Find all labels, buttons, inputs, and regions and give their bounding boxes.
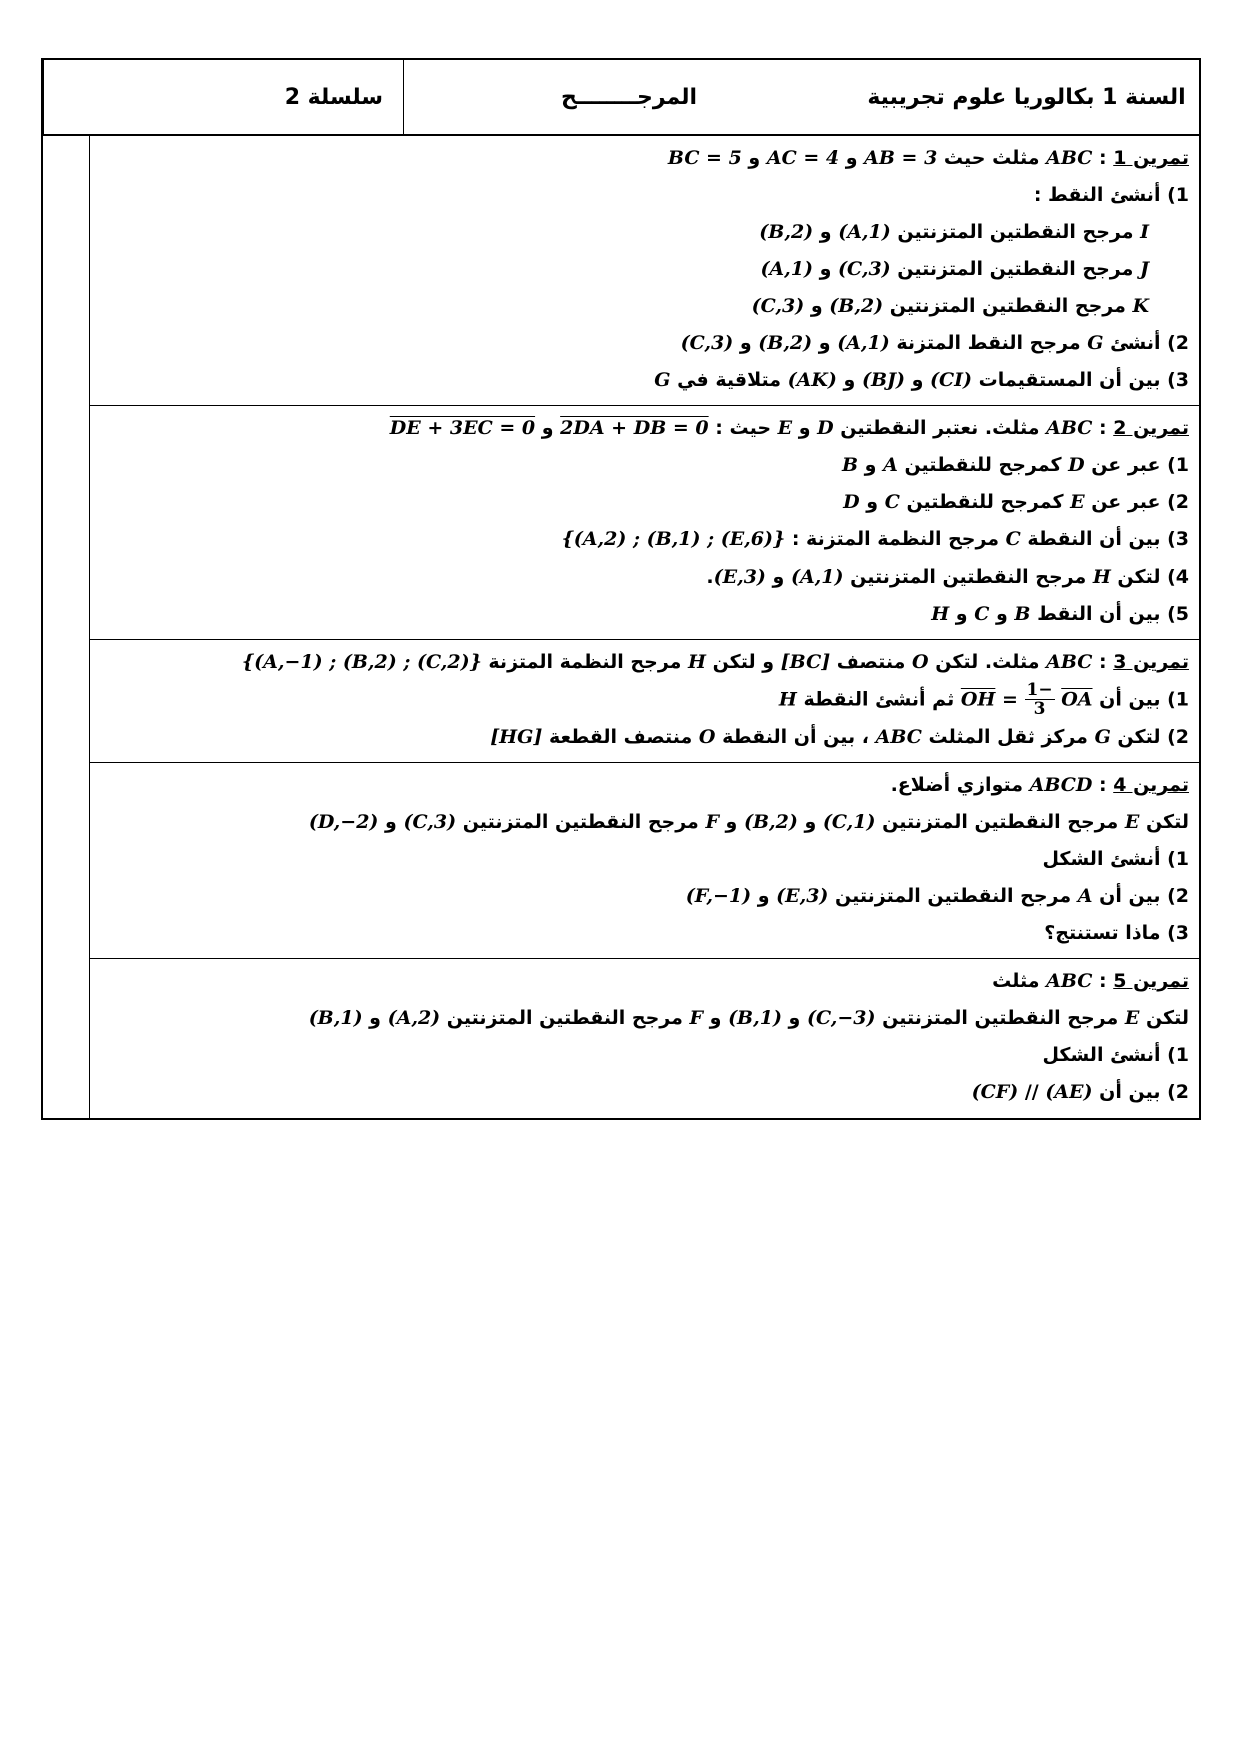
exercises-table [41,136,1201,1120]
exercise-3-line-2: 2) لتكن G مركز ثقل المثلث ABC ، بين أن النقطة O منتصف القطعة [HG] [490,726,1189,749]
exercise-1-title: تمرين 1 [1113,147,1189,169]
math-expression: $\overline{OH}$ [960,688,996,711]
math-expression: O [912,650,929,673]
math-expression: (C,3) [403,811,457,834]
math-expression: (B,2) [743,811,798,834]
math-expression: (A,1) [760,258,813,281]
exercise-1-line-3: J مرجح النقطتين المتزنتين (C,3) و (A,1) [760,258,1149,281]
math-expression: (A,1) [838,221,891,244]
math-expression: E [1070,491,1085,514]
exercise-2-statement: تمرين 2 : ABC مثلث. نعتبر النقطتين D و E حيث : 2DA + DB = 0 و DE + 3EC = 0 [389,417,1189,440]
math-expression: H [931,602,950,625]
math-expression: G [1094,726,1111,749]
math-expression: (B,2) [829,295,884,318]
exercise-5-statement: تمرين 5 : ABC مثلث [992,970,1189,993]
math-expression: A [1077,885,1093,908]
math-expression: (C,3) [751,295,805,318]
exercise-2-line-4: 4) لتكن H مرجح النقطتين المتزنتين (A,1) و (E,3). [706,565,1189,588]
header-level: السنة 1 بكالوريا علوم تجريبية [867,84,1186,110]
math-expression: $\overline{OA}$ [1061,688,1093,711]
math-expression: (B,1) [308,1007,363,1030]
math-expression: (CI) [930,369,973,392]
math-expression: B [1014,602,1031,625]
math-expression: (F,−1) [685,885,752,908]
math-expression: BC = 5 [667,147,742,169]
math-expression: F [705,811,719,834]
exercise-3 [90,640,1199,763]
math-expression: F [689,1007,704,1030]
math-expression: C [884,491,900,514]
math-expression: (B,2) [759,221,814,244]
math-expression: H [778,688,797,711]
math-expression: (A,2) [387,1007,441,1030]
math-expression: (C,1) [822,811,876,834]
exercise-5-title: تمرين 5 [1113,970,1189,993]
math-expression: (AE) [1045,1081,1093,1104]
exercise-2-line-3: 3) بين أن النقطة C مرجح النظمة المتزنة : {(A,2) ; (B,1) ; (E,6)} [561,528,1189,551]
exercise-4-line-3: 2) بين أن A مرجح النقطتين المتزنتين (E,3) و (F,−1) [685,885,1189,908]
math-expression: (D,−2) [308,811,379,834]
exercise-5-line-3: 2) بين أن (CF) // (AE) [971,1081,1189,1104]
exercise-3-statement: تمرين 3 : ABC مثلث. لتكن O منتصف [BC] و لتكن H مرجح النظمة المتزنة {(A,−1) ; (B,2) ; (C,2)} [241,650,1189,673]
exercise-1-line-1: 1) أنشئ النقط : [1033,184,1189,207]
exercise-2-title: تمرين 2 [1113,417,1189,440]
math-expression: (A,1) [837,332,890,355]
math-expression: O [698,726,716,749]
fraction-numerator: −1 [1026,679,1053,700]
header-series: سلسلة 2 [43,60,403,134]
math-expression: (C,3) [838,258,891,281]
math-expression: AC = 4 [766,147,840,169]
exercise-1-line-4: K مرجح النقطتين المتزنتين (B,2) و (C,3) [751,295,1149,318]
exercise-2 [90,406,1199,639]
math-expression: B [841,454,859,477]
exercise-3-title: تمرين 3 [1113,650,1189,673]
exercise-4-title: تمرين 4 [1113,774,1189,797]
math-expression: (AK) [787,369,837,392]
exercise-2-line-1: 1) عبر عن D كمرجح للنقطتين A و B [841,454,1189,477]
margin-column [43,136,90,1118]
exercise-5-line-1: لتكن E مرجح النقطتين المتزنتين (C,−3) و (B,1) و F مرجح النقطتين المتزنتين (A,2) و (B,1) [308,1007,1189,1030]
math-expression: (CF) [971,1081,1019,1104]
math-expression: (C,−3) [806,1007,876,1030]
vector-equation-2: DE + 3EC = 0 [389,417,536,440]
fraction-denominator: 3 [1033,699,1046,720]
math-expression: (B,2) [758,332,813,355]
math-expression: {(A,2) ; (B,1) ; (E,6)} [561,528,786,551]
exercises-content [90,136,1199,1118]
math-expression: [HG] [490,726,543,749]
math-expression: ABC [875,726,922,749]
worksheet [41,58,1201,1120]
math-expression: I [1140,221,1149,244]
math-expression: E [1124,811,1140,834]
exercise-4-statement: تمرين 4 : ABCD متوازي أضلاع. [890,774,1189,797]
math-expression: H [1092,565,1111,588]
exercise-4-line-4: 3) ماذا تستنتج؟ [1044,922,1189,945]
exercise-1-line-6: 3) بين أن المستقيمات (CI) و (BJ) و (AK) متلاقية في G [654,369,1189,392]
math-expression: D [1068,454,1085,477]
header-table [41,58,1201,136]
math-expression: (B,1) [728,1007,782,1030]
math-expression: J [1140,258,1149,281]
exercise-4-line-2: 1) أنشئ الشكل [1042,848,1189,871]
math-expression: {(A,−1) ; (B,2) ; (C,2)} [241,650,482,673]
exercise-1-line-5: 2) أنشئ G مرجح النقط المتزنة (A,1) و (B,2) و (C,3) [680,332,1189,355]
math-expression: ABC [1046,650,1093,673]
math-expression: D [817,417,834,440]
math-expression: C [1005,528,1021,551]
vector-equation-1: 2DA + DB = 0 [560,417,709,440]
math-expression: (A,1) [790,565,844,588]
math-expression: A [883,454,898,477]
math-expression: (E,3) [713,565,766,588]
math-expression: (E,3) [776,885,829,908]
exercise-3-line-1: 1) بين أن $\overline{OH}$ = $\frac{-1}{3}$ $\overline{OA}$ ثم أنشئ النقطة H [778,679,1189,720]
math-expression: H [688,650,706,673]
math-expression: ABCD [1029,774,1093,797]
exercise-4 [90,763,1199,959]
exercise-5 [90,959,1199,1117]
math-expression: E [1124,1007,1140,1030]
exercise-5-line-2: 1) أنشئ الشكل [1042,1044,1189,1067]
math-expression: ABC [1046,417,1093,440]
header-title: المرجــــــــح [403,60,854,134]
math-expression: C [974,602,990,625]
exercise-2-line-5: 5) بين أن النقط B و C و H [931,602,1189,625]
math-expression: (BJ) [861,369,905,392]
exercise-1-line-2: I مرجح النقطتين المتزنتين (A,1) و (B,2) [759,221,1149,244]
math-expression: (C,3) [680,332,734,355]
math-expression: AB = 3 [864,147,938,169]
math-expression: D [843,491,860,514]
math-expression: ABC [1046,970,1093,993]
exercise-2-line-2: 2) عبر عن E كمرجح للنقطتين C و D [843,491,1189,514]
math-expression: [BC] [780,650,831,673]
fraction-minus-one-third [1025,681,1055,719]
exercise-1 [90,136,1199,406]
math-expression: G [1087,332,1104,355]
math-expression: E [777,417,793,440]
math-expression: G [654,369,671,392]
exercise-1-statement: تمرين 1 : ABC مثلث حيث AB = 3 و AC = 4 و BC = 5 [667,147,1189,169]
math-expression: K [1132,295,1149,318]
math-expression: ABC [1046,147,1093,169]
exercise-4-line-1: لتكن E مرجح النقطتين المتزنتين (C,1) و (B,2) و F مرجح النقطتين المتزنتين (C,3) و (D,−2) [308,811,1189,834]
